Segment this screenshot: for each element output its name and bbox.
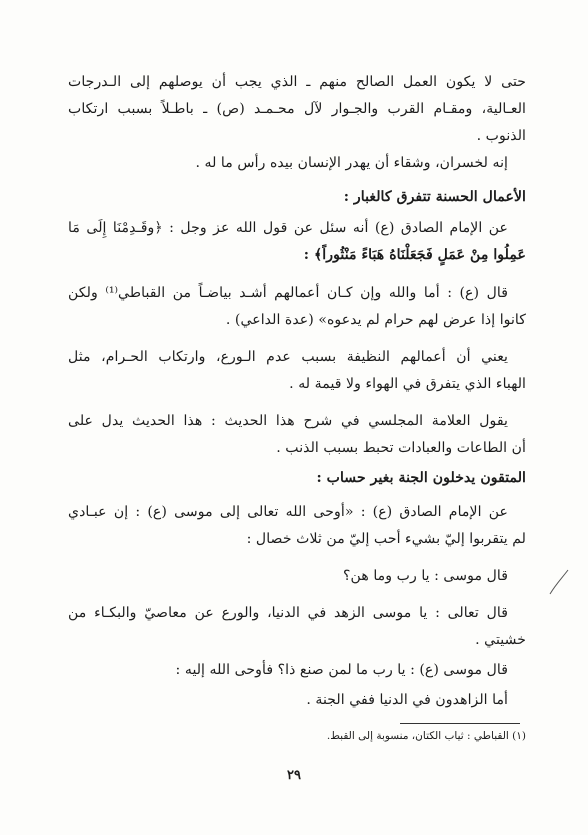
text-line: قال تعالى : يا موسى الزهد في الدنيا، والورع عن معاصيّ والبكـاء من	[68, 605, 508, 621]
quran-verse: عَمِلُوا مِنْ عَمَلٍ فَجَعَلْنَاهُ هَبَاءً مَنْثُوراً﴾ :	[303, 247, 526, 263]
text-line: قال (ع) : أما والله وإن كـان أعمالهم أشـد بياضـاً من القباطي⁽¹⁾ ولكن	[68, 285, 508, 301]
text-line: الذنوب .	[476, 128, 526, 144]
footnote: (١) القباطي : ثياب الكتان، منسوبة إلى القبط.	[326, 730, 526, 742]
footnote-divider	[400, 723, 520, 724]
text-line: حتى لا يكون العمل الصالح منهم ـ الذي يجب أن يوصلهم إلى الـدرجات	[68, 74, 526, 90]
page-number: ٢٩	[287, 768, 301, 783]
section-heading: الأعمال الحسنة تتفرق كالغبار :	[343, 189, 526, 205]
text-line: يقول العلامة المجلسي في شرح هذا الحديث : هذا الحديث يدل على	[68, 413, 508, 429]
text-line: خشيتي .	[475, 632, 526, 648]
section-heading: المتقون يدخلون الجنة بغير حساب :	[316, 470, 526, 486]
text-line: أما الزاهدون في الدنيا ففي الجنة .	[306, 692, 508, 708]
text-line: يعني أن أعمالهم النظيفة بسبب عدم الـورع، وارتكاب الحـرام، مثل	[68, 349, 508, 365]
text-line: إنه لخسران، وشقاء أن يهدر الإنسان بيده رأس ما له .	[195, 155, 508, 171]
text-line: الهباء الذي يتفرق في الهواء ولا قيمة له .	[289, 376, 526, 392]
text-line: قال موسى : يا رب وما هن؟	[343, 568, 508, 584]
text-line: قال موسى (ع) : يا رب ما لمن صنع ذا؟ فأوحى الله إليه :	[175, 662, 508, 678]
text-line: كانوا إذا عرض لهم حرام لم يدعوه» (عدة الداعي) .	[225, 312, 526, 328]
text-line: العـالية، ومقـام القرب والجـوار لآل محـمـد (ص) ـ باطـلاً بسبب ارتكاب	[68, 101, 526, 117]
text-line: عن الإمام الصادق (ع) أنه سئل عن قول الله عز وجل : ﴿وقَـدِمْنَا إِلَى مَا	[68, 220, 508, 236]
text-line: لم يتقربوا إليّ بشيء أحب إليّ من ثلاث خصال :	[246, 531, 526, 547]
text-line: عن الإمام الصادق (ع) : «أوحى الله تعالى إلى موسى (ع) : إن عبـادي	[68, 504, 508, 520]
pen-mark	[548, 568, 570, 608]
text-line: أن الطاعات والعبادات تحبط بسبب الذنب .	[276, 440, 526, 456]
